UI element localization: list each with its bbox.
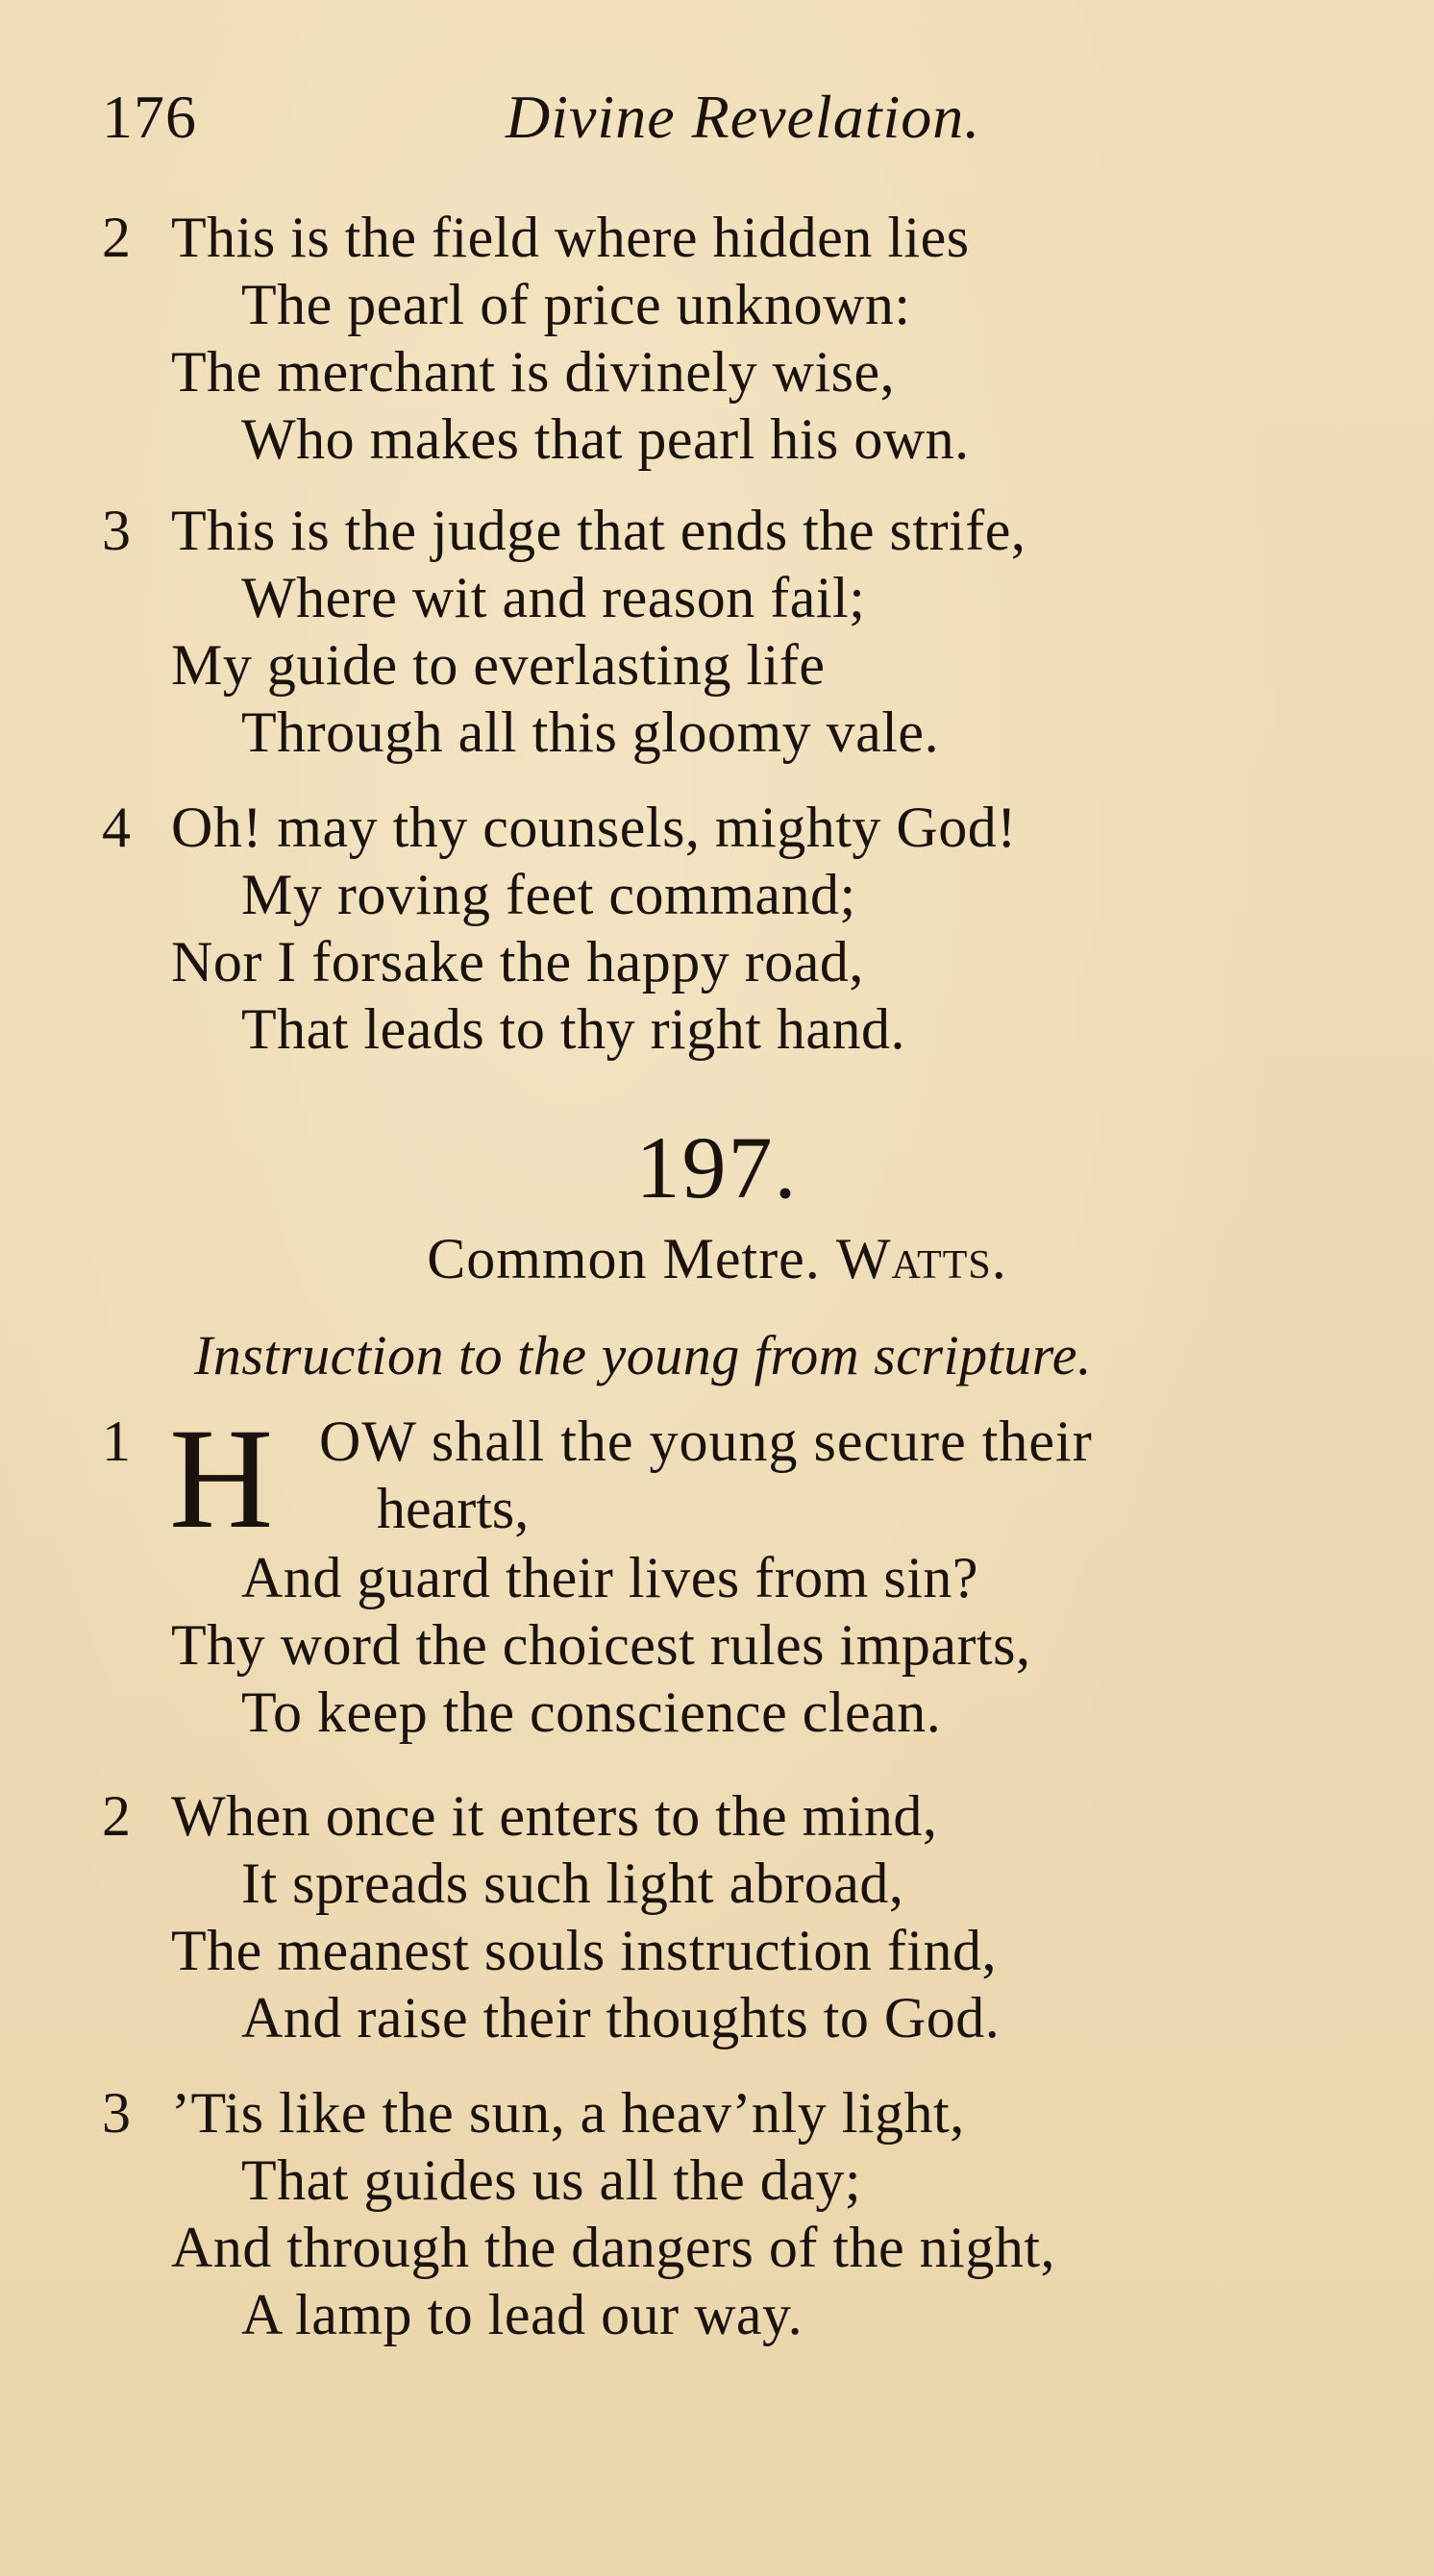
verse-text: And guard their lives from sin?	[241, 1546, 978, 1609]
stanza-line	[102, 631, 1332, 699]
stanza-line	[102, 1611, 1351, 1679]
running-title: Divine Revelation.	[506, 83, 981, 151]
verse-text: And raise their thoughts to God.	[241, 1986, 1001, 2049]
stanza-line	[102, 405, 1332, 473]
hymn-subtitle: Instruction to the young from scripture.	[194, 1324, 1092, 1386]
stanza-number: 2	[102, 206, 132, 269]
verse-text: Through all this gloomy vale.	[241, 700, 940, 764]
stanza-number: 4	[102, 796, 132, 859]
stanza-3-previous-hymn	[102, 497, 1332, 766]
verse-text: My roving feet command;	[241, 863, 856, 926]
stanza-line	[102, 1679, 1351, 1746]
verse-text: OW shall the young secure their	[319, 1410, 1093, 1473]
verse-text: That guides us all the day;	[241, 2148, 862, 2212]
stanza-line	[102, 204, 1332, 271]
verse-text: This is the field where hidden lies	[171, 206, 970, 269]
stanza-line	[102, 2079, 1332, 2147]
verse-text: It spreads such light abroad,	[241, 1852, 904, 1915]
page-number: 176	[102, 83, 197, 151]
stanza-4-previous-hymn	[102, 794, 1332, 1063]
verse-text: Where wit and reason fail;	[241, 566, 866, 629]
verse-text: When once it enters to the mind,	[171, 1784, 938, 1848]
stanza-line	[102, 794, 1332, 861]
verse-text: The pearl of price unknown:	[241, 273, 911, 336]
stanza-line	[102, 995, 1332, 1063]
stanza-2-previous-hymn	[102, 204, 1332, 473]
verse-text: A lamp to lead our way.	[241, 2283, 804, 2346]
verse-text: Who makes that pearl his own.	[241, 407, 970, 471]
stanza-line	[102, 1984, 1332, 2051]
stanza-line	[102, 497, 1332, 564]
verse-text: The meanest souls instruction find,	[171, 1919, 998, 1982]
stanza-3-hymn-197	[102, 2079, 1332, 2348]
verse-text: Oh! may thy counsels, mighty God!	[171, 796, 1017, 859]
stanza-number: 3	[102, 2081, 132, 2145]
stanza-line	[102, 861, 1332, 928]
verse-text: hearts,	[377, 1477, 530, 1540]
stanza-line	[102, 928, 1332, 995]
hymn-author: Watts.	[835, 1227, 1007, 1290]
stanza-number: 2	[102, 1784, 132, 1848]
verse-text: Thy word the choicest rules imparts,	[171, 1613, 1031, 1677]
stanza-line	[102, 338, 1332, 405]
stanza-2-hymn-197	[102, 1782, 1332, 2051]
drop-cap-letter: H	[169, 1399, 272, 1558]
hymn-meter-line	[0, 1225, 1434, 1292]
verse-text: My guide to everlasting life	[171, 633, 826, 697]
stanza-line	[102, 699, 1332, 766]
stanza-line	[102, 1850, 1332, 1917]
hymn-meter: Common Metre.	[427, 1227, 821, 1290]
stanza-line	[102, 271, 1332, 338]
verse-text: That leads to thy right hand.	[241, 997, 906, 1061]
stanza-line	[102, 564, 1332, 631]
verse-text: ’Tis like the sun, a heav’nly light,	[171, 2081, 965, 2145]
verse-text: The merchant is divinely wise,	[171, 340, 896, 404]
verse-text: Nor I forsake the happy road,	[171, 930, 864, 994]
stanza-line	[102, 1544, 1351, 1611]
verse-text: To keep the conscience clean.	[241, 1681, 942, 1744]
hymn-number: 197.	[635, 1118, 799, 1216]
stanza-line	[102, 1917, 1332, 1984]
stanza-line	[102, 2281, 1332, 2348]
stanza-line	[102, 1782, 1332, 1850]
verse-text: This is the judge that ends the strife,	[171, 499, 1026, 562]
stanza-line	[102, 2147, 1332, 2214]
verse-text: And through the dangers of the night,	[171, 2216, 1055, 2279]
stanza-number: 3	[102, 499, 132, 562]
stanza-1-rest	[102, 1544, 1351, 1746]
stanza-number: 1	[102, 1410, 131, 1473]
stanza-line	[102, 2214, 1332, 2281]
page-header	[102, 79, 1063, 156]
